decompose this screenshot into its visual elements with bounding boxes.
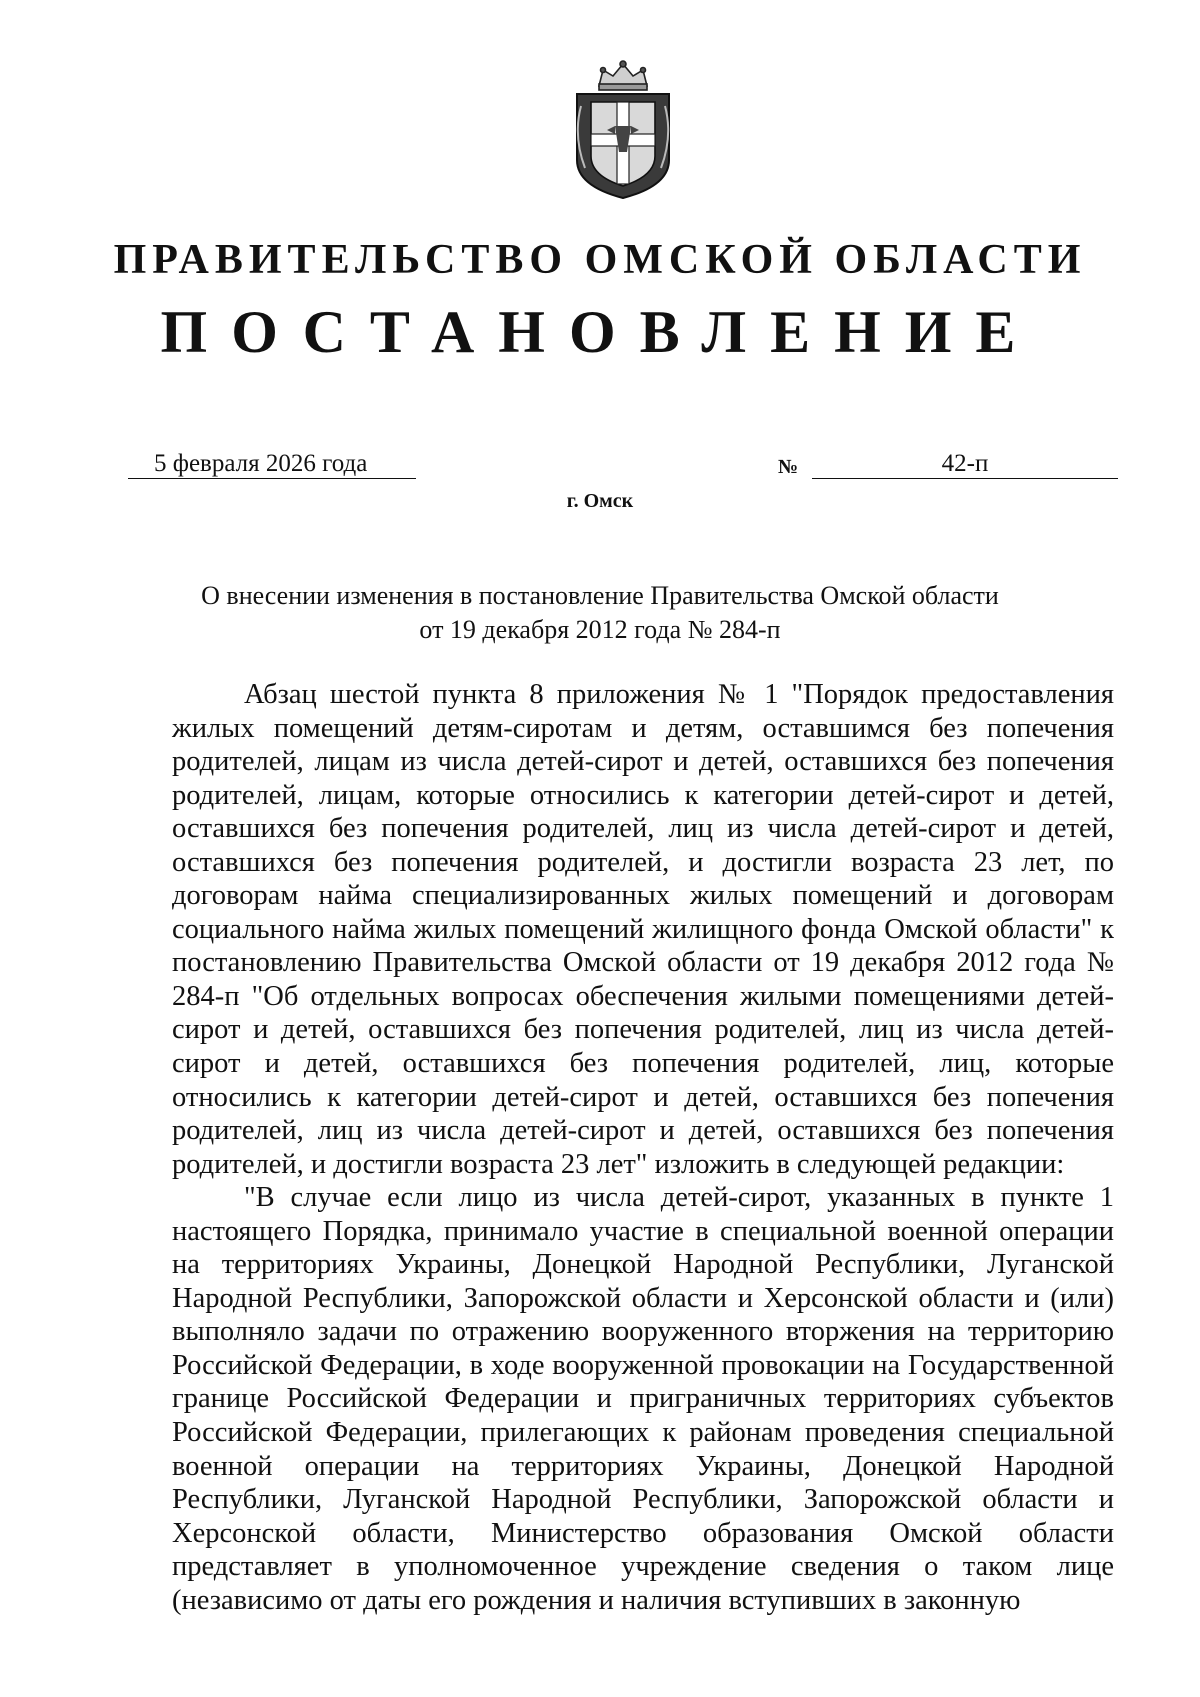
document-date: 5 февраля 2026 года [154, 450, 368, 477]
body-paragraph-1: Абзац шестой пункта 8 приложения № 1 "Порядок предоставления жилых помещений детям-сиротам и детям, оставшимся без попечения родителей, лицам из числа детей-сирот и детей, оставшихся без попечения родителей, лицам, которые относились к категории детей-сирот и детей, оставшихся без попечения родителей, лиц из числа детей-сирот и детей, оставшихся без попечения родителей, и достигли возраста 23 лет, по договорам найма специализированных жилых помещений и договорам социального найма жилых помещений жилищного фонда Омской области" к постановлению Правительства Омской области от 19 декабря 2012 года № 284-п "Об отдельных вопросах обеспечения жилыми помещениями детей-сирот и детей, оставшихся без попечения родителей, лиц из числа детей-сирот и детей, оставшихся без попечения родителей, лиц, которые относились к категории детей-сирот и детей, оставшихся без попечения родителей, лиц из числа детей-сирот и детей, оставшихся без попечения родителей, и достигли возраста 23 лет" изложить в следующей редакции: [172, 679, 1114, 1180]
document-type-title: ПОСТАНОВЛЕНИЕ [160, 299, 1040, 365]
document-subject [120, 579, 1080, 647]
subject-line-2: от 19 декабря 2012 года № 284-п [419, 615, 781, 644]
number-label: № [778, 456, 799, 478]
document-number: 42-п [812, 450, 1118, 479]
document-body [172, 678, 1114, 1617]
coat-of-arms-icon [563, 56, 683, 202]
city-label: г. Омск [566, 490, 634, 512]
government-title: ПРАВИТЕЛЬСТВО ОМСКОЙ ОБЛАСТИ [113, 237, 1087, 283]
document-date-line [128, 450, 416, 479]
body-paragraph-2: "В случае если лицо из числа детей-сирот, указанных в пункте 1 настоящего Порядка, принимало участие в специальной военной операции на территориях Украины, Донецкой Народной Республики, Луганской Народной Республики, Запорожской области и Херсонской области и (или) выполняло задачи по отражению вооруженного вторжения на территорию Российской Федерации, в ходе вооруженной провокации на Государственной границе Российской Федерации и приграничных территориях субъектов Российской Федерации, прилегающих к районам проведения специальной военной операции на территориях Украины, Донецкой Народной Республики, Луганской Народной Республики, Запорожской области и Херсонской области, Министерство образования Омской области представляет в уполномоченное учреждение сведения о таком лице (независимо от даты его рождения и наличия вступивших в законную [172, 1182, 1114, 1616]
subject-line-1: О внесении изменения в постановление Правительства Омской области [201, 581, 999, 610]
